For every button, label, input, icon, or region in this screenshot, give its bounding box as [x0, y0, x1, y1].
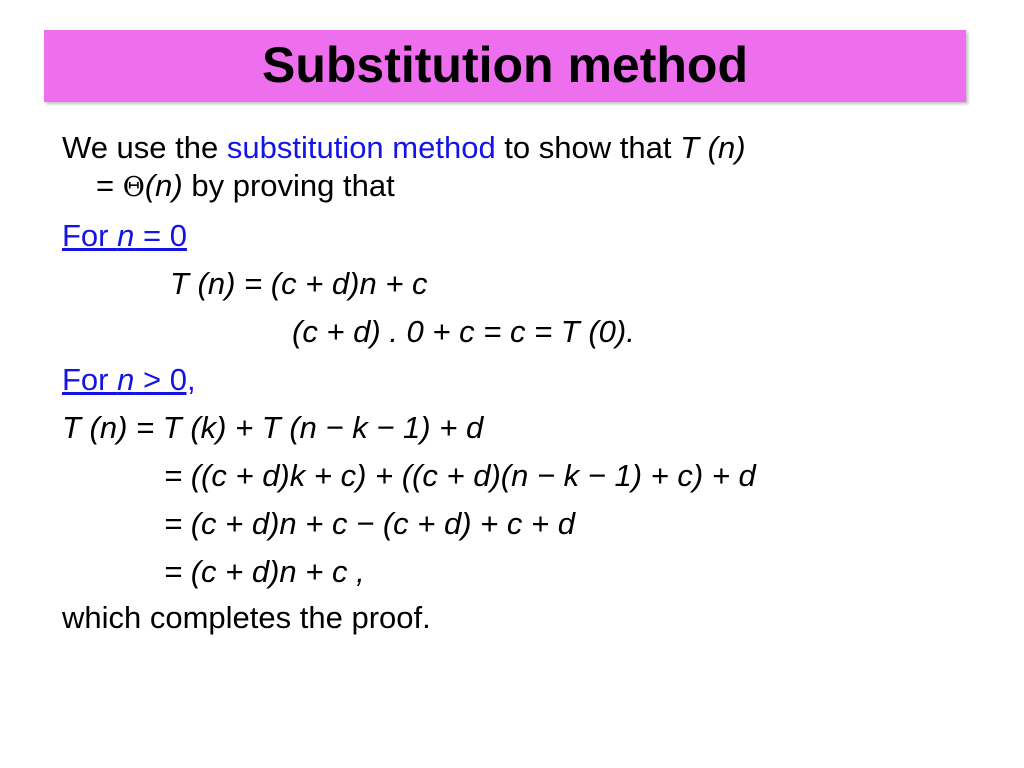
case-zero-n: n	[117, 218, 135, 253]
intro-text-3: by proving that	[182, 168, 395, 203]
intro-tn: T (n)	[680, 130, 746, 165]
case-positive-step-3: = (c + d)n + c − (c + d) + c + d	[164, 506, 575, 541]
case-positive-label: For	[62, 362, 118, 397]
case-zero-step-2: (c + d) . 0 + c = c = T (0).	[292, 314, 635, 349]
intro-eq: =	[96, 168, 123, 203]
intro-line-1	[62, 130, 746, 166]
intro-n: (n)	[144, 168, 183, 203]
case-zero-heading	[62, 218, 187, 254]
slide-title: Substitution method	[261, 37, 749, 93]
case-zero-step-1: T (n) = (c + d)n + c	[170, 266, 428, 301]
case-positive-heading	[62, 362, 196, 398]
title-banner	[44, 30, 966, 102]
intro-highlight: substitution method	[226, 130, 496, 165]
case-positive-step-2: = ((c + d)k + c) + ((c + d)(n − k − 1) + c) + d	[164, 458, 756, 493]
case-positive-step-1: T (n) = T (k) + T (n − k − 1) + d	[62, 410, 484, 445]
intro-text-2: to show that	[495, 130, 681, 165]
conclusion: which completes the proof.	[62, 600, 431, 635]
intro-line-2	[96, 168, 395, 206]
case-zero-label: For	[62, 218, 118, 253]
intro-text-1: We use the	[62, 130, 227, 165]
case-positive-n: n	[117, 362, 135, 397]
case-positive-rest: > 0,	[134, 362, 196, 397]
theta-symbol: Θ	[122, 172, 145, 203]
case-zero-rest: = 0	[134, 218, 187, 253]
case-positive-step-4: = (c + d)n + c ,	[164, 554, 365, 589]
